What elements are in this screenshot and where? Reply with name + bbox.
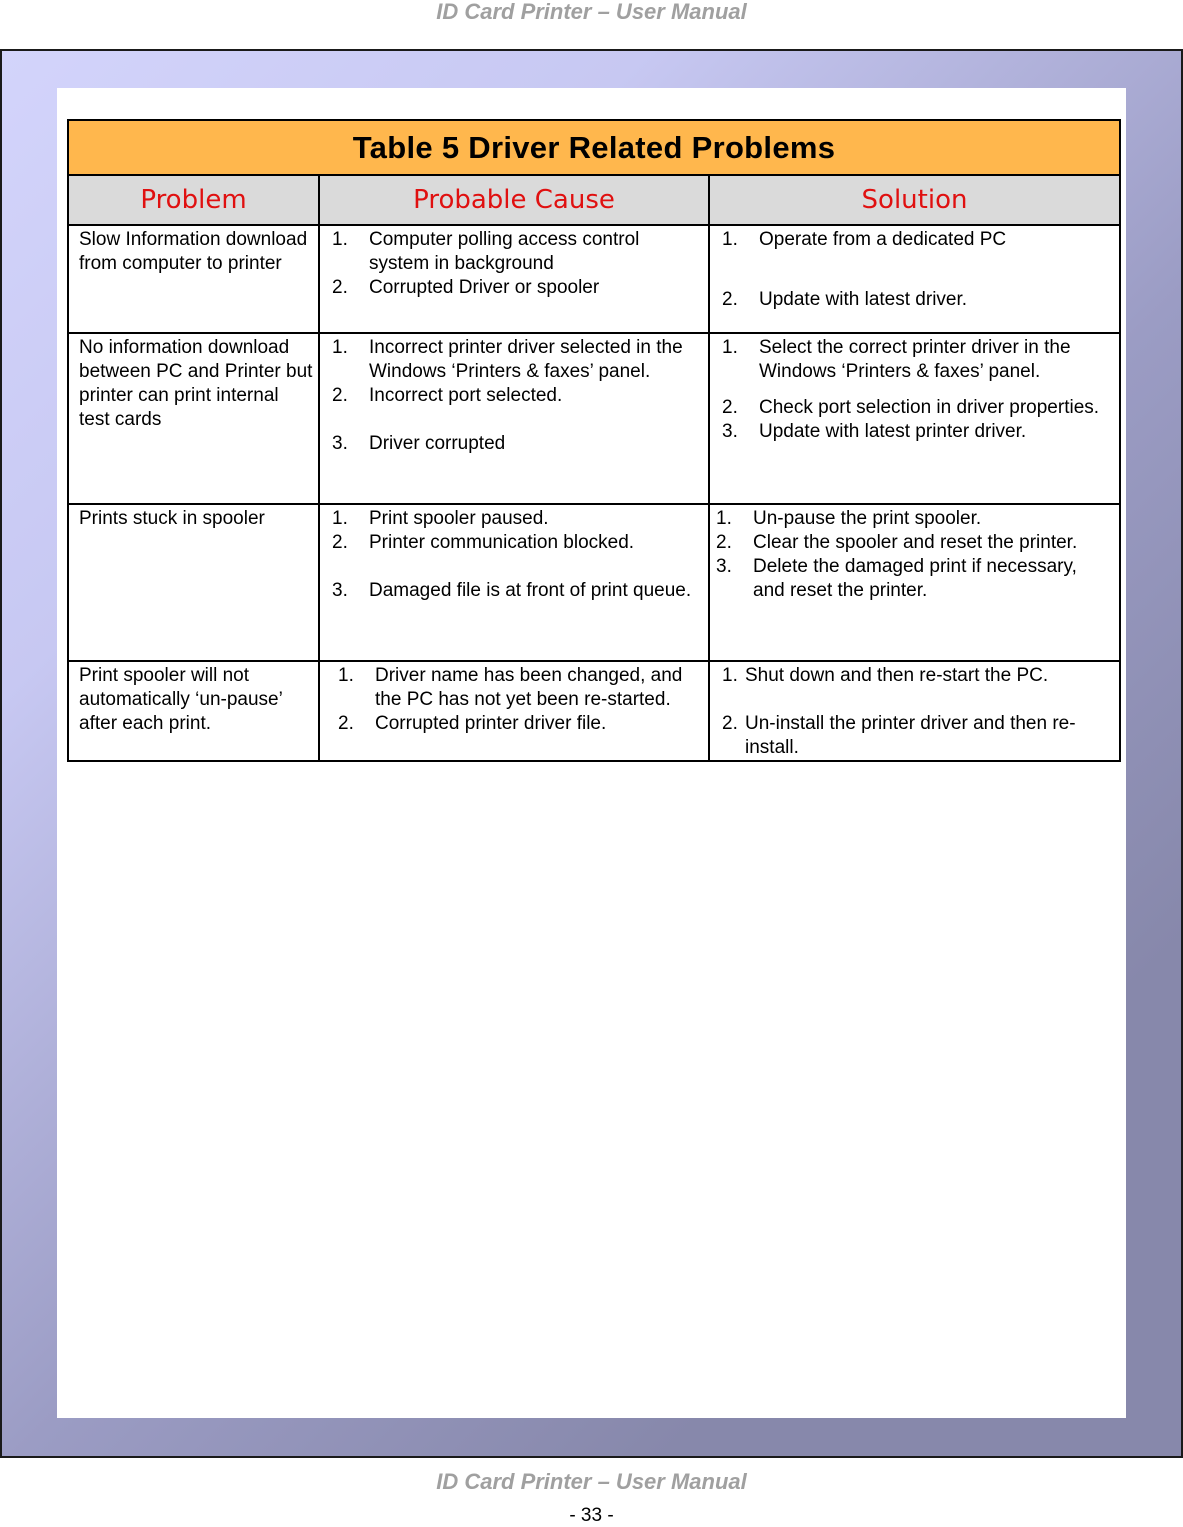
list-item: 3. Damaged file is at front of print queue. [332,580,692,601]
list-item: 2. Incorrect port selected. [332,385,563,406]
list-item: 1. Driver name has been changed, and the PC has not yet been re-started. [338,665,683,710]
table-row [68,661,1120,761]
list-item: 2. Un-install the printer driver and then re-install. [722,713,1076,758]
list-item: 2. Corrupted printer driver file. [338,713,607,734]
table-row [68,333,1120,504]
table-title: Table 5 Driver Related Problems [68,120,1120,175]
column-header-solution: Solution [709,175,1120,225]
problem-cell: Slow Information download from computer to printer [68,225,319,333]
list-item: 3. Delete the damaged print if necessary, and reset the printer. [716,556,1077,601]
driver-problems-table [67,119,1121,762]
list-item: 1. Un-pause the print spooler. [716,508,982,529]
problem-cell: Prints stuck in spooler [68,504,319,661]
page-frame [0,49,1183,1458]
cause-cell [319,661,709,761]
solution-cell [709,225,1120,333]
list-item: 1. Select the correct printer driver in the Windows ‘Printers & faxes’ panel. [722,337,1071,382]
problem-cell: No information download between PC and Printer but printer can print internal test cards [68,333,319,504]
cause-cell [319,225,709,333]
list-item: 1. Print spooler paused. [332,508,549,529]
problem-cell: Print spooler will not automatically ‘un-pause’ after each print. [68,661,319,761]
table-row [68,225,1120,333]
list-item: 1. Shut down and then re-start the PC. [722,665,1049,686]
list-item: 2. Check port selection in driver properties. [722,397,1100,418]
list-item: 3. Update with latest printer driver. [722,421,1027,442]
list-item: 3. Driver corrupted [332,433,506,454]
table-row [68,504,1120,661]
solution-cell [709,504,1120,661]
column-header-probable-cause: Probable Cause [319,175,709,225]
cause-cell [319,333,709,504]
page-body [57,88,1126,1418]
page-number: - 33 - [569,1505,614,1526]
solution-cell [709,661,1120,761]
solution-cell [709,333,1120,504]
running-footer: ID Card Printer – User Manual [436,1469,747,1494]
column-header-problem: Problem [68,175,319,225]
list-item: 1. Operate from a dedicated PC [722,229,1007,250]
list-item: 2. Printer communication blocked. [332,532,635,553]
list-item: 2. Clear the spooler and reset the printer. [716,532,1078,553]
list-item: 2. Update with latest driver. [722,289,968,310]
list-item: 1. Incorrect printer driver selected in the Windows ‘Printers & faxes’ panel. [332,337,683,382]
cause-cell [319,504,709,661]
running-header: ID Card Printer – User Manual [436,0,747,24]
list-item: 1. Computer polling access control system in background [332,229,640,274]
list-item: 2. Corrupted Driver or spooler [332,277,600,298]
